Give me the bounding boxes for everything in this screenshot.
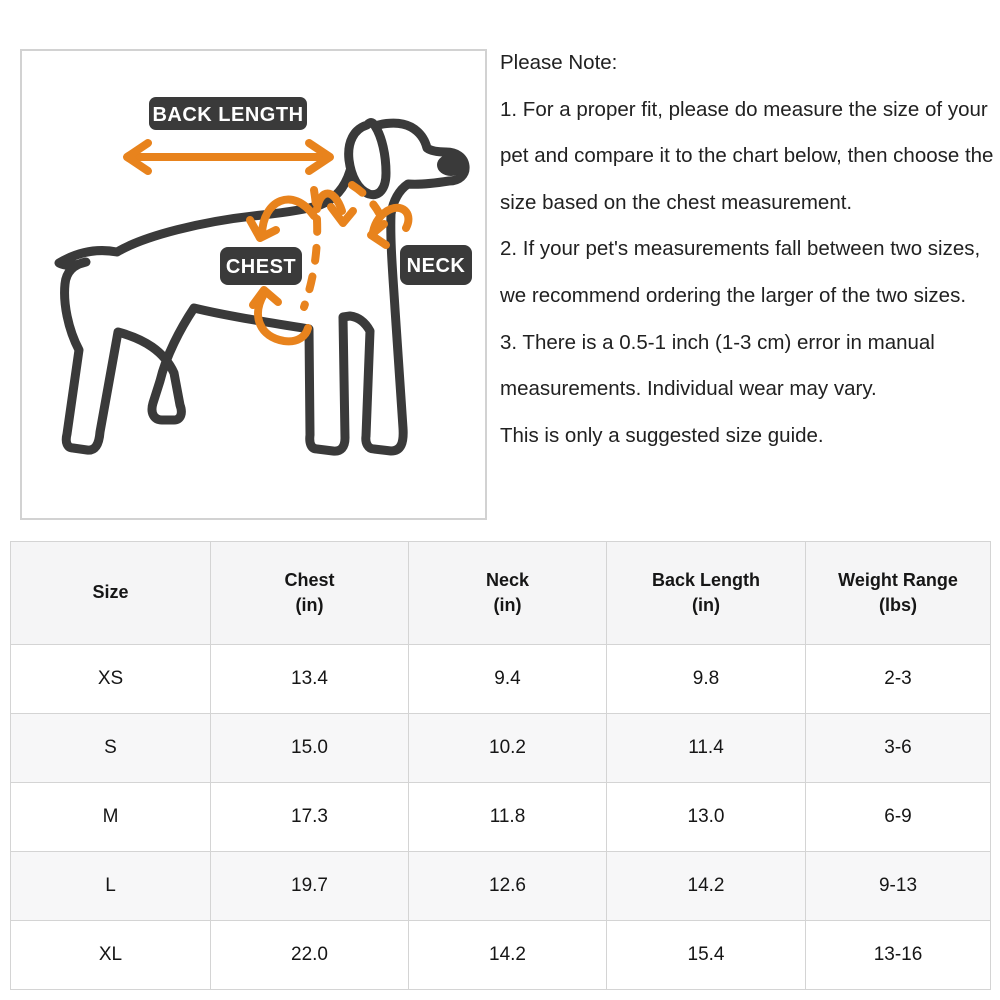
chest-cell: 15.0 xyxy=(211,714,409,783)
dog-illustration xyxy=(22,51,485,518)
note-line: pet and compare it to the chart below, then choose the xyxy=(500,144,994,168)
measurement-diagram-box xyxy=(20,49,487,520)
neck-cell: 12.6 xyxy=(409,852,607,921)
chest-cell: 17.3 xyxy=(211,783,409,852)
back-length-cell: 15.4 xyxy=(607,921,806,990)
table-row-xs xyxy=(11,645,991,714)
neck-cell: 11.8 xyxy=(409,783,607,852)
back-length-cell: 13.0 xyxy=(607,783,806,852)
back-length-cell: 14.2 xyxy=(607,852,806,921)
chest-cell: 22.0 xyxy=(211,921,409,990)
back-length-cell: 9.8 xyxy=(607,645,806,714)
col-header-back-length: Back Length (in) xyxy=(607,542,806,645)
note-line: 2. If your pet's measurements fall between two sizes, xyxy=(500,237,981,261)
note-line: 1. For a proper fit, please do measure the size of your xyxy=(500,97,988,121)
back-length-arrow-icon xyxy=(127,143,330,171)
note-line: we recommend ordering the larger of the two sizes. xyxy=(500,283,967,307)
size-cell: L xyxy=(11,852,211,921)
chest-cell: 19.7 xyxy=(211,852,409,921)
table-row-m xyxy=(11,783,991,852)
weight-cell: 6-9 xyxy=(806,783,991,852)
back-length-label: BACK LENGTH xyxy=(152,104,304,126)
neck-label: NECK xyxy=(406,255,466,277)
neck-cell: 14.2 xyxy=(409,921,607,990)
note-line: measurements. Individual wear may vary. xyxy=(500,377,877,401)
back-length-cell: 11.4 xyxy=(607,714,806,783)
chest-cell: 13.4 xyxy=(211,645,409,714)
table-row-s xyxy=(11,714,991,783)
size-chart-table xyxy=(10,541,991,990)
size-cell: M xyxy=(11,783,211,852)
weight-cell: 9-13 xyxy=(806,852,991,921)
notes-block xyxy=(500,40,998,459)
table-row-xl xyxy=(11,921,991,990)
notes-title: Please Note: xyxy=(500,51,618,74)
col-header-weight-range: Weight Range (lbs) xyxy=(806,542,991,645)
size-cell: XL xyxy=(11,921,211,990)
weight-cell: 2-3 xyxy=(806,645,991,714)
neck-cell: 9.4 xyxy=(409,645,607,714)
weight-cell: 13-16 xyxy=(806,921,991,990)
size-cell: S xyxy=(11,714,211,783)
chest-label: CHEST xyxy=(225,256,297,278)
header-row xyxy=(11,542,991,645)
weight-cell: 3-6 xyxy=(806,714,991,783)
col-header-chest: Chest (in) xyxy=(211,542,409,645)
dog-nose-icon xyxy=(437,154,465,176)
note-line: 3. There is a 0.5-1 inch (1-3 cm) error in manual xyxy=(500,330,935,354)
table-row-l xyxy=(11,852,991,921)
note-line: size based on the chest measurement. xyxy=(500,190,853,214)
neck-cell: 10.2 xyxy=(409,714,607,783)
col-header-neck: Neck (in) xyxy=(409,542,607,645)
size-cell: XS xyxy=(11,645,211,714)
col-header-size: Size xyxy=(11,542,211,645)
note-line: This is only a suggested size guide. xyxy=(500,423,824,447)
